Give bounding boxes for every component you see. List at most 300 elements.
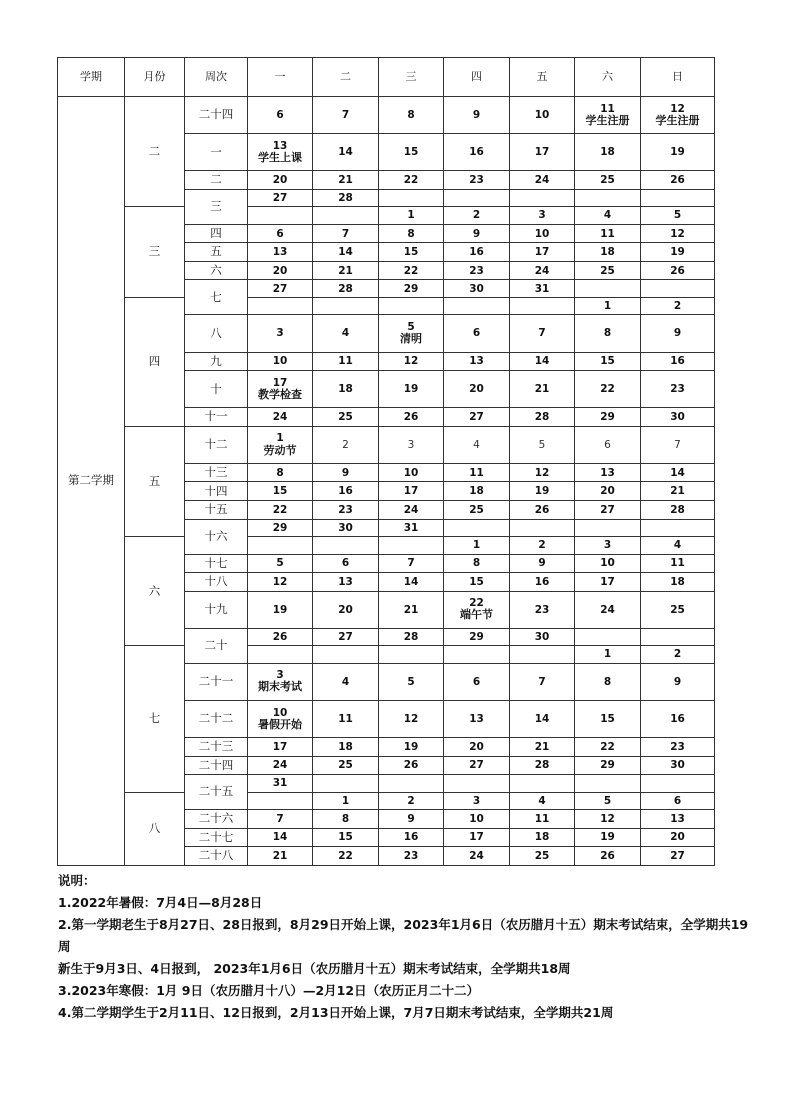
day-number: 3 bbox=[538, 209, 546, 222]
day-number: 31 bbox=[534, 282, 550, 295]
day-cell bbox=[510, 261, 575, 280]
day-cell bbox=[641, 591, 715, 628]
day-number: 7 bbox=[674, 438, 681, 451]
day-number: 28 bbox=[338, 192, 353, 205]
day-cell bbox=[575, 628, 641, 645]
day-number: 21 bbox=[534, 740, 550, 753]
day-cell bbox=[575, 573, 641, 592]
day-number: 20 bbox=[338, 603, 353, 616]
day-number: 8 bbox=[603, 327, 612, 340]
day-number: 14 bbox=[338, 246, 353, 259]
day-cell bbox=[379, 775, 444, 792]
day-cell bbox=[313, 646, 379, 663]
week-number-cell: 十二 bbox=[185, 426, 248, 463]
day-cell bbox=[379, 663, 444, 700]
day-cell bbox=[379, 134, 444, 171]
day-cell bbox=[313, 537, 379, 554]
day-number: 12 bbox=[670, 227, 685, 240]
day-cell bbox=[444, 663, 510, 700]
day-number: 11 bbox=[600, 227, 615, 240]
day-cell bbox=[248, 573, 313, 592]
day-number: 22 bbox=[600, 740, 615, 753]
day-cell bbox=[444, 828, 510, 847]
day-cell bbox=[510, 97, 575, 134]
day-cell bbox=[313, 828, 379, 847]
day-cell bbox=[444, 261, 510, 280]
day-cell bbox=[248, 792, 313, 809]
day-number: 17 bbox=[469, 831, 484, 844]
day-cell bbox=[444, 847, 510, 866]
day-number: 16 bbox=[338, 485, 353, 498]
month-cell: 八 bbox=[125, 792, 185, 865]
day-cell bbox=[379, 171, 444, 190]
day-cell bbox=[313, 463, 379, 482]
day-number: 5 bbox=[603, 794, 612, 807]
day-cell bbox=[248, 663, 313, 700]
day-cell bbox=[313, 371, 379, 408]
day-cell bbox=[641, 828, 715, 847]
header-thu: 四 bbox=[444, 58, 510, 97]
day-cell bbox=[313, 501, 379, 520]
day-cell bbox=[575, 828, 641, 847]
day-cell bbox=[641, 554, 715, 573]
day-cell bbox=[313, 756, 379, 775]
day-cell bbox=[248, 280, 313, 297]
day-number: 11 bbox=[338, 712, 353, 725]
day-cell bbox=[313, 134, 379, 171]
day-number: 16 bbox=[469, 246, 484, 259]
day-number: 6 bbox=[341, 557, 350, 570]
week-row bbox=[58, 97, 715, 134]
day-cell bbox=[575, 189, 641, 206]
day-number: 25 bbox=[469, 503, 484, 516]
day-cell bbox=[248, 261, 313, 280]
day-event-note: 期末考试 bbox=[258, 680, 302, 694]
day-number: 22 bbox=[272, 503, 288, 516]
day-cell bbox=[575, 810, 641, 829]
day-event-note: 清明 bbox=[400, 332, 422, 346]
header-term: 学期 bbox=[58, 58, 125, 97]
day-cell bbox=[510, 463, 575, 482]
day-cell bbox=[510, 243, 575, 262]
day-cell bbox=[641, 408, 715, 427]
day-cell bbox=[641, 207, 715, 224]
day-number: 22 bbox=[403, 264, 419, 277]
day-number: 21 bbox=[338, 174, 353, 186]
note-line: 4.第二学期学生于2月11日、12日报到，2月13日开始上课，7月7日期末考试结束，全学期共21周 bbox=[58, 1005, 614, 1020]
notes-section bbox=[58, 870, 758, 1024]
day-number: 6 bbox=[604, 438, 611, 451]
day-number: 5 bbox=[673, 209, 682, 222]
day-cell bbox=[379, 700, 444, 737]
day-number: 20 bbox=[272, 174, 288, 186]
day-number: 3 bbox=[407, 438, 415, 451]
week-number-cell: 十九 bbox=[185, 591, 248, 628]
day-cell bbox=[444, 280, 510, 297]
day-cell bbox=[313, 280, 379, 297]
day-number: 12 bbox=[403, 355, 419, 368]
day-number: 26 bbox=[670, 174, 685, 186]
day-cell bbox=[248, 847, 313, 866]
week-number-cell: 十四 bbox=[185, 482, 248, 501]
day-cell bbox=[510, 573, 575, 592]
day-cell bbox=[641, 297, 715, 314]
day-cell bbox=[575, 297, 641, 314]
day-event-note: 教学检查 bbox=[258, 387, 302, 401]
day-number: 31 bbox=[272, 777, 288, 790]
day-number: 12 bbox=[403, 712, 419, 725]
day-cell bbox=[641, 189, 715, 206]
day-cell bbox=[575, 775, 641, 792]
day-number: 19 bbox=[403, 383, 419, 396]
day-cell bbox=[510, 792, 575, 809]
day-cell bbox=[248, 537, 313, 554]
day-number: 11 bbox=[469, 466, 484, 479]
day-cell bbox=[379, 537, 444, 554]
day-number: 30 bbox=[338, 521, 353, 534]
day-cell bbox=[313, 810, 379, 829]
day-number: 4 bbox=[341, 327, 350, 340]
day-number: 1 bbox=[603, 648, 612, 661]
day-number: 1 bbox=[603, 300, 612, 313]
day-cell bbox=[641, 756, 715, 775]
day-cell bbox=[248, 463, 313, 482]
month-cell: 六 bbox=[125, 537, 185, 646]
day-number: 17 bbox=[272, 740, 288, 753]
day-cell bbox=[379, 224, 444, 243]
day-cell bbox=[641, 792, 715, 809]
day-cell bbox=[379, 297, 444, 314]
week-row bbox=[58, 426, 715, 463]
day-number: 29 bbox=[600, 759, 615, 772]
day-number: 14 bbox=[338, 146, 353, 159]
day-number: 30 bbox=[670, 410, 685, 423]
day-cell bbox=[313, 519, 379, 536]
day-cell bbox=[313, 554, 379, 573]
day-cell bbox=[641, 315, 715, 352]
day-number: 1 bbox=[472, 539, 481, 552]
day-cell bbox=[248, 315, 313, 352]
day-number: 13 bbox=[338, 575, 353, 588]
day-cell bbox=[379, 554, 444, 573]
header-mon: 一 bbox=[248, 58, 313, 97]
day-number: 14 bbox=[670, 466, 685, 479]
day-number: 17 bbox=[403, 485, 419, 498]
day-cell bbox=[379, 792, 444, 809]
day-number: 24 bbox=[272, 759, 288, 772]
day-cell bbox=[379, 207, 444, 224]
day-cell bbox=[248, 756, 313, 775]
day-number: 24 bbox=[272, 410, 288, 423]
day-number: 10 bbox=[272, 355, 288, 368]
day-cell bbox=[575, 537, 641, 554]
day-number: 10 bbox=[600, 557, 615, 570]
day-number: 12 bbox=[272, 575, 288, 588]
day-number: 26 bbox=[272, 630, 288, 643]
day-cell bbox=[510, 828, 575, 847]
day-number: 30 bbox=[534, 630, 550, 643]
week-number-cell: 二十四 bbox=[185, 97, 248, 134]
day-cell bbox=[641, 261, 715, 280]
day-number: 24 bbox=[534, 264, 550, 277]
day-number: 7 bbox=[276, 812, 284, 825]
day-number: 2 bbox=[407, 794, 415, 807]
day-cell bbox=[444, 573, 510, 592]
header-month: 月份 bbox=[125, 58, 185, 97]
day-cell bbox=[379, 315, 444, 352]
day-number: 9 bbox=[472, 109, 481, 122]
day-cell bbox=[575, 554, 641, 573]
day-cell bbox=[379, 591, 444, 628]
day-number: 9 bbox=[341, 466, 350, 479]
day-cell bbox=[510, 663, 575, 700]
day-cell bbox=[248, 482, 313, 501]
header-fri: 五 bbox=[510, 58, 575, 97]
day-cell bbox=[444, 700, 510, 737]
day-number: 2 bbox=[538, 539, 546, 552]
day-cell bbox=[510, 646, 575, 663]
day-cell bbox=[379, 646, 444, 663]
day-number: 27 bbox=[272, 282, 288, 295]
school-calendar-table bbox=[57, 57, 715, 866]
day-cell bbox=[641, 280, 715, 297]
day-number: 22 bbox=[403, 174, 419, 186]
day-cell bbox=[248, 207, 313, 224]
day-number: 2 bbox=[472, 209, 481, 222]
day-cell bbox=[444, 646, 510, 663]
day-cell bbox=[248, 408, 313, 427]
day-cell bbox=[575, 315, 641, 352]
day-cell bbox=[575, 261, 641, 280]
day-number: 4 bbox=[341, 675, 350, 688]
day-number: 26 bbox=[403, 410, 419, 423]
day-number: 31 bbox=[403, 521, 419, 534]
month-cell: 五 bbox=[125, 426, 185, 536]
day-number: 5 bbox=[407, 321, 415, 334]
day-number: 8 bbox=[407, 109, 415, 122]
day-number: 20 bbox=[469, 383, 484, 396]
day-cell bbox=[379, 847, 444, 866]
day-cell bbox=[248, 134, 313, 171]
day-cell bbox=[510, 426, 575, 463]
day-cell bbox=[444, 756, 510, 775]
day-cell bbox=[641, 646, 715, 663]
day-cell bbox=[248, 646, 313, 663]
day-cell bbox=[379, 810, 444, 829]
day-cell bbox=[510, 519, 575, 536]
day-cell bbox=[641, 847, 715, 866]
day-cell bbox=[379, 97, 444, 134]
day-cell bbox=[379, 573, 444, 592]
day-cell bbox=[575, 737, 641, 756]
day-cell bbox=[379, 501, 444, 520]
day-cell bbox=[641, 426, 715, 463]
day-number: 16 bbox=[670, 712, 685, 725]
day-cell bbox=[641, 628, 715, 645]
day-cell bbox=[444, 352, 510, 371]
day-number: 14 bbox=[272, 831, 288, 844]
day-cell bbox=[248, 554, 313, 573]
day-number: 27 bbox=[469, 759, 484, 772]
day-cell bbox=[510, 482, 575, 501]
day-number: 17 bbox=[534, 246, 550, 259]
day-cell bbox=[313, 97, 379, 134]
day-number: 20 bbox=[272, 264, 288, 277]
day-cell bbox=[575, 371, 641, 408]
day-cell bbox=[575, 700, 641, 737]
day-cell bbox=[575, 591, 641, 628]
week-number-cell: 一 bbox=[185, 134, 248, 171]
day-number: 15 bbox=[338, 831, 353, 844]
header-wed: 三 bbox=[379, 58, 444, 97]
day-cell bbox=[575, 847, 641, 866]
day-cell bbox=[379, 243, 444, 262]
day-number: 23 bbox=[670, 383, 685, 396]
day-number: 30 bbox=[469, 282, 484, 295]
day-number: 6 bbox=[276, 227, 284, 240]
day-number: 2 bbox=[342, 438, 349, 451]
day-cell bbox=[313, 243, 379, 262]
day-number: 24 bbox=[403, 503, 419, 516]
day-number: 10 bbox=[469, 812, 484, 825]
day-cell bbox=[575, 663, 641, 700]
week-row bbox=[58, 537, 715, 554]
day-number: 18 bbox=[600, 246, 615, 259]
day-cell bbox=[379, 352, 444, 371]
day-number: 6 bbox=[276, 109, 284, 122]
day-number: 5 bbox=[276, 557, 284, 570]
day-cell bbox=[444, 554, 510, 573]
day-number: 6 bbox=[472, 327, 481, 340]
day-cell bbox=[313, 792, 379, 809]
day-cell bbox=[248, 189, 313, 206]
day-cell bbox=[248, 810, 313, 829]
week-number-cell: 二十三 bbox=[185, 737, 248, 756]
day-number: 10 bbox=[403, 466, 419, 479]
day-number: 11 bbox=[670, 557, 685, 570]
day-number: 29 bbox=[272, 521, 288, 534]
day-cell bbox=[575, 792, 641, 809]
day-number: 17 bbox=[600, 575, 615, 588]
day-number: 28 bbox=[338, 282, 353, 295]
day-cell bbox=[313, 573, 379, 592]
day-number: 6 bbox=[472, 675, 481, 688]
day-number: 3 bbox=[276, 327, 284, 340]
day-cell bbox=[575, 408, 641, 427]
day-cell bbox=[444, 408, 510, 427]
day-number: 9 bbox=[407, 812, 415, 825]
day-number: 25 bbox=[338, 410, 353, 423]
day-number: 18 bbox=[469, 485, 484, 498]
day-cell bbox=[313, 426, 379, 463]
day-cell bbox=[510, 297, 575, 314]
day-number: 19 bbox=[272, 603, 288, 616]
day-cell bbox=[575, 97, 641, 134]
day-cell bbox=[510, 591, 575, 628]
day-cell bbox=[444, 224, 510, 243]
day-cell bbox=[313, 189, 379, 206]
day-cell bbox=[444, 519, 510, 536]
day-cell bbox=[510, 737, 575, 756]
day-number: 22 bbox=[338, 850, 353, 863]
day-number: 2 bbox=[673, 300, 682, 313]
day-number: 14 bbox=[534, 355, 550, 368]
day-cell bbox=[510, 371, 575, 408]
day-number: 4 bbox=[603, 209, 612, 222]
day-number: 27 bbox=[338, 630, 353, 643]
day-cell bbox=[510, 810, 575, 829]
day-number: 17 bbox=[534, 146, 550, 159]
week-number-cell: 二十四 bbox=[185, 756, 248, 775]
day-number: 3 bbox=[603, 539, 612, 552]
week-number-cell: 十五 bbox=[185, 501, 248, 520]
header-tue: 二 bbox=[313, 58, 379, 97]
day-cell bbox=[510, 537, 575, 554]
day-cell bbox=[444, 482, 510, 501]
day-number: 10 bbox=[534, 109, 550, 122]
day-cell bbox=[641, 482, 715, 501]
day-cell bbox=[510, 628, 575, 645]
day-cell bbox=[444, 315, 510, 352]
day-number: 12 bbox=[600, 812, 615, 825]
day-cell bbox=[575, 501, 641, 520]
day-number: 13 bbox=[272, 246, 288, 259]
day-number: 5 bbox=[538, 438, 546, 451]
day-event-note: 学生注册 bbox=[585, 113, 630, 127]
day-cell bbox=[379, 628, 444, 645]
day-number: 15 bbox=[403, 146, 419, 159]
week-number-cell: 九 bbox=[185, 352, 248, 371]
day-number: 26 bbox=[600, 850, 615, 863]
week-number-cell: 十一 bbox=[185, 408, 248, 427]
day-cell bbox=[444, 171, 510, 190]
day-cell bbox=[575, 171, 641, 190]
header-sat: 六 bbox=[575, 58, 641, 97]
day-cell bbox=[641, 97, 715, 134]
day-cell bbox=[641, 775, 715, 792]
day-number: 26 bbox=[534, 503, 550, 516]
day-cell bbox=[248, 775, 313, 792]
day-number: 14 bbox=[534, 712, 550, 725]
header-sun: 日 bbox=[641, 58, 715, 97]
day-number: 19 bbox=[670, 146, 685, 159]
day-number: 8 bbox=[603, 675, 612, 688]
week-number-cell: 六 bbox=[185, 261, 248, 280]
day-cell bbox=[641, 243, 715, 262]
day-cell bbox=[641, 519, 715, 536]
day-cell bbox=[444, 134, 510, 171]
day-number: 25 bbox=[338, 759, 353, 772]
day-number: 27 bbox=[600, 503, 615, 516]
day-cell bbox=[248, 243, 313, 262]
day-cell bbox=[510, 501, 575, 520]
day-cell bbox=[510, 280, 575, 297]
day-cell bbox=[313, 737, 379, 756]
day-cell bbox=[313, 207, 379, 224]
day-cell bbox=[510, 700, 575, 737]
day-cell bbox=[248, 224, 313, 243]
day-number: 8 bbox=[341, 812, 350, 825]
day-number: 29 bbox=[469, 630, 484, 643]
day-cell bbox=[510, 554, 575, 573]
day-number: 9 bbox=[538, 557, 546, 570]
day-cell bbox=[575, 207, 641, 224]
day-cell bbox=[575, 756, 641, 775]
day-number: 27 bbox=[670, 850, 685, 863]
day-number: 2 bbox=[673, 648, 682, 661]
day-cell bbox=[313, 628, 379, 645]
week-number-cell: 十七 bbox=[185, 554, 248, 573]
